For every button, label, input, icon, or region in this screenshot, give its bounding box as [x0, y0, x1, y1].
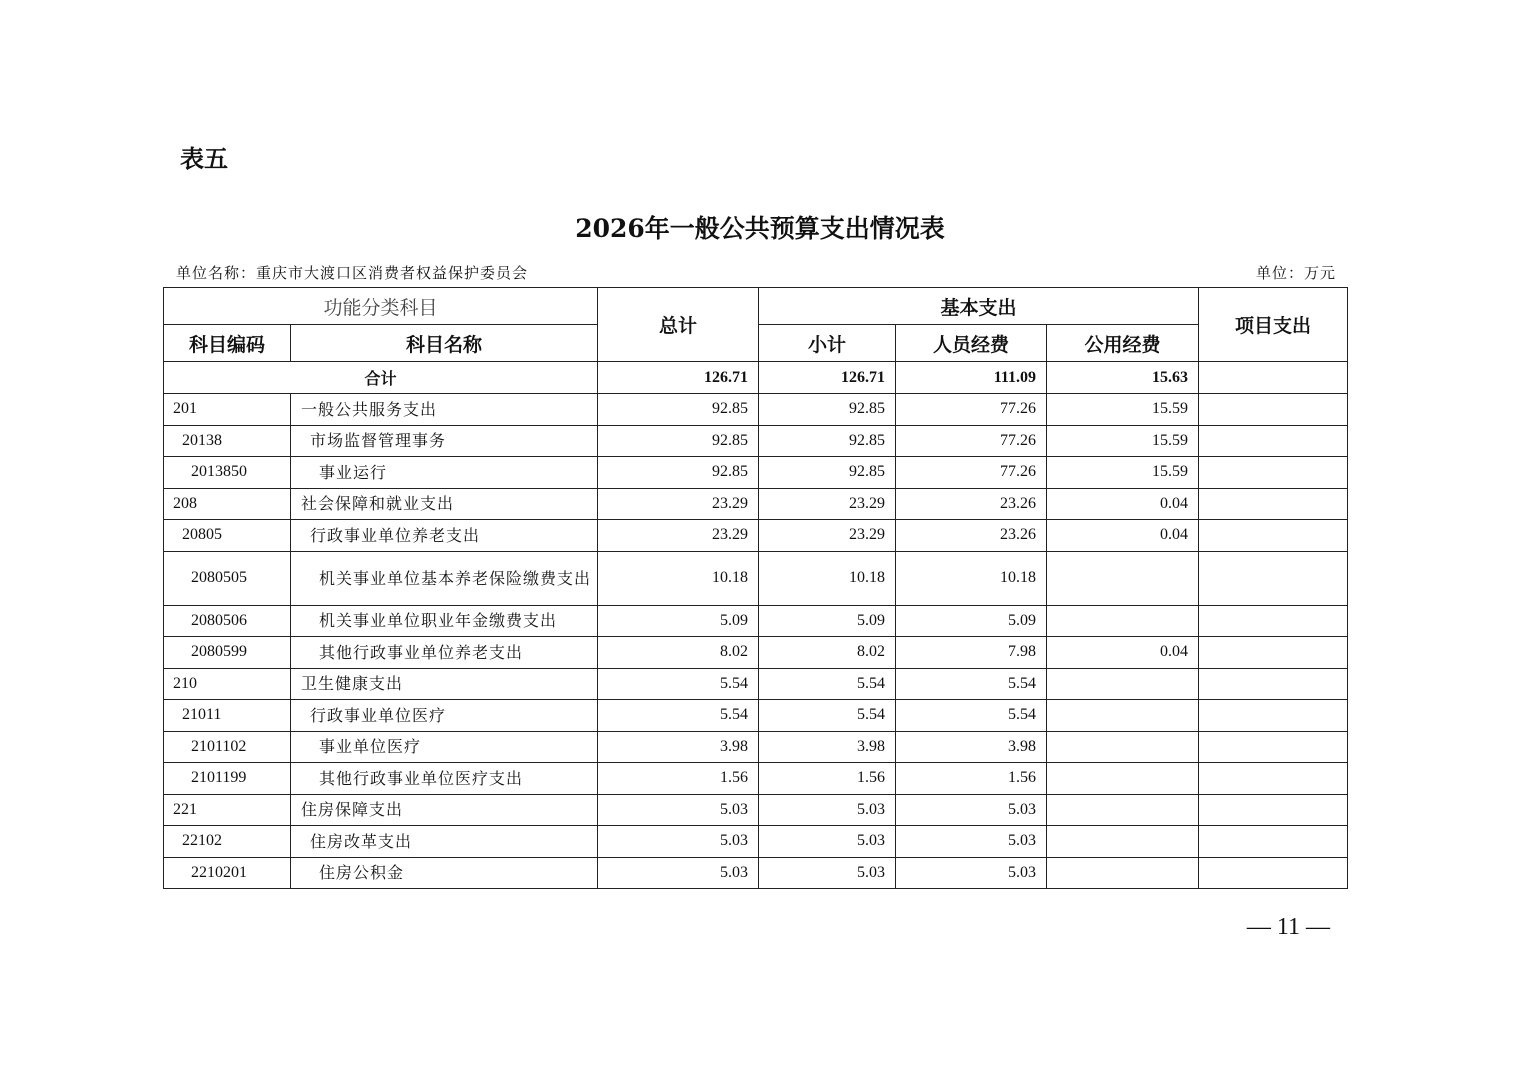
row-public: 0.04: [1047, 637, 1199, 669]
budget-table: [163, 287, 1348, 889]
row-public: 0.04: [1047, 488, 1199, 520]
total-row: [164, 362, 1348, 394]
row-project: [1199, 488, 1348, 520]
page-number: — 11 —: [1246, 914, 1330, 940]
table-tag: 表五: [180, 145, 228, 173]
row-public: [1047, 605, 1199, 637]
table-row: [164, 551, 1348, 605]
row-code: 2210201: [164, 857, 291, 889]
row-subtotal: 23.29: [759, 488, 896, 520]
row-total: 8.02: [598, 637, 759, 669]
row-total: 5.03: [598, 857, 759, 889]
row-code: 2080599: [164, 637, 291, 669]
row-project: [1199, 637, 1348, 669]
table-row: [164, 857, 1348, 889]
row-subtotal: 5.09: [759, 605, 896, 637]
row-project: [1199, 520, 1348, 552]
table-row: [164, 826, 1348, 858]
row-total: 5.09: [598, 605, 759, 637]
row-total: 92.85: [598, 457, 759, 489]
row-name: 行政事业单位医疗: [291, 700, 598, 732]
row-project: [1199, 794, 1348, 826]
row-project: [1199, 763, 1348, 795]
header-public: 公用经费: [1047, 325, 1199, 362]
row-subtotal: 5.54: [759, 700, 896, 732]
table-row: [164, 763, 1348, 795]
total-total: 126.71: [598, 362, 759, 394]
table-row: [164, 425, 1348, 457]
header-code: 科目编码: [164, 325, 291, 362]
row-total: 3.98: [598, 731, 759, 763]
row-subtotal: 5.54: [759, 668, 896, 700]
table-row: [164, 520, 1348, 552]
row-subtotal: 5.03: [759, 826, 896, 858]
row-total: 92.85: [598, 425, 759, 457]
row-total: 92.85: [598, 394, 759, 426]
header-name: 科目名称: [291, 325, 598, 362]
row-name: 社会保障和就业支出: [291, 488, 598, 520]
table-row: [164, 605, 1348, 637]
row-name: 其他行政事业单位养老支出: [291, 637, 598, 669]
row-name: 一般公共服务支出: [291, 394, 598, 426]
row-total: 5.54: [598, 668, 759, 700]
row-personnel: 5.09: [896, 605, 1047, 637]
row-personnel: 77.26: [896, 457, 1047, 489]
row-project: [1199, 457, 1348, 489]
row-project: [1199, 731, 1348, 763]
table-row: [164, 700, 1348, 732]
header-subtotal: 小计: [759, 325, 896, 362]
row-public: [1047, 731, 1199, 763]
row-name: 卫生健康支出: [291, 668, 598, 700]
row-code: 22102: [164, 826, 291, 858]
row-total: 5.03: [598, 826, 759, 858]
table-row: [164, 394, 1348, 426]
table-row: [164, 731, 1348, 763]
total-personnel: 111.09: [896, 362, 1047, 394]
row-code: 2080505: [164, 551, 291, 605]
total-label: 合计: [164, 362, 598, 394]
row-personnel: 5.54: [896, 700, 1047, 732]
row-personnel: 5.03: [896, 794, 1047, 826]
row-code: 21011: [164, 700, 291, 732]
row-name: 事业运行: [291, 457, 598, 489]
row-project: [1199, 394, 1348, 426]
row-subtotal: 92.85: [759, 394, 896, 426]
row-public: [1047, 551, 1199, 605]
row-subtotal: 5.03: [759, 857, 896, 889]
row-personnel: 5.54: [896, 668, 1047, 700]
row-code: 221: [164, 794, 291, 826]
row-name: 住房公积金: [291, 857, 598, 889]
row-subtotal: 23.29: [759, 520, 896, 552]
row-project: [1199, 551, 1348, 605]
row-personnel: 23.26: [896, 488, 1047, 520]
unit-label: 单位：万元: [1255, 264, 1336, 282]
header-functional: 功能分类科目: [164, 288, 598, 325]
row-name: 机关事业单位基本养老保险缴费支出: [291, 551, 598, 605]
row-public: [1047, 794, 1199, 826]
row-subtotal: 3.98: [759, 731, 896, 763]
row-subtotal: 10.18: [759, 551, 896, 605]
row-total: 5.54: [598, 700, 759, 732]
table-row: [164, 488, 1348, 520]
row-code: 2101199: [164, 763, 291, 795]
header-personnel: 人员经费: [896, 325, 1047, 362]
table-row: [164, 457, 1348, 489]
row-code: 2080506: [164, 605, 291, 637]
row-name: 市场监督管理事务: [291, 425, 598, 457]
row-public: 0.04: [1047, 520, 1199, 552]
row-project: [1199, 826, 1348, 858]
row-public: 15.59: [1047, 457, 1199, 489]
row-subtotal: 8.02: [759, 637, 896, 669]
row-public: [1047, 668, 1199, 700]
row-total: 1.56: [598, 763, 759, 795]
row-total: 10.18: [598, 551, 759, 605]
row-project: [1199, 700, 1348, 732]
row-subtotal: 5.03: [759, 794, 896, 826]
page-title: 2026年一般公共预算支出情况表: [575, 214, 945, 243]
row-total: 23.29: [598, 488, 759, 520]
row-public: [1047, 763, 1199, 795]
row-project: [1199, 605, 1348, 637]
header-basic: 基本支出: [759, 288, 1199, 325]
row-public: [1047, 700, 1199, 732]
row-total: 23.29: [598, 520, 759, 552]
row-personnel: 7.98: [896, 637, 1047, 669]
row-total: 5.03: [598, 794, 759, 826]
row-project: [1199, 857, 1348, 889]
row-public: [1047, 826, 1199, 858]
row-project: [1199, 668, 1348, 700]
row-subtotal: 1.56: [759, 763, 896, 795]
row-name: 行政事业单位养老支出: [291, 520, 598, 552]
row-code: 208: [164, 488, 291, 520]
total-subtotal: 126.71: [759, 362, 896, 394]
header-total: 总计: [598, 288, 759, 362]
row-name: 其他行政事业单位医疗支出: [291, 763, 598, 795]
row-code: 20138: [164, 425, 291, 457]
row-personnel: 3.98: [896, 731, 1047, 763]
total-project: [1199, 362, 1348, 394]
row-public: [1047, 857, 1199, 889]
row-code: 210: [164, 668, 291, 700]
row-name: 住房保障支出: [291, 794, 598, 826]
table-row: [164, 637, 1348, 669]
table-row: [164, 794, 1348, 826]
row-subtotal: 92.85: [759, 457, 896, 489]
row-name: 机关事业单位职业年金缴费支出: [291, 605, 598, 637]
row-name: 住房改革支出: [291, 826, 598, 858]
row-code: 201: [164, 394, 291, 426]
row-public: 15.59: [1047, 425, 1199, 457]
row-code: 2101102: [164, 731, 291, 763]
row-public: 15.59: [1047, 394, 1199, 426]
row-personnel: 77.26: [896, 394, 1047, 426]
header-project: 项目支出: [1199, 288, 1348, 362]
row-project: [1199, 425, 1348, 457]
row-personnel: 23.26: [896, 520, 1047, 552]
row-personnel: 1.56: [896, 763, 1047, 795]
row-code: 2013850: [164, 457, 291, 489]
row-code: 20805: [164, 520, 291, 552]
row-personnel: 10.18: [896, 551, 1047, 605]
table-row: [164, 668, 1348, 700]
row-subtotal: 92.85: [759, 425, 896, 457]
row-personnel: 5.03: [896, 857, 1047, 889]
row-personnel: 5.03: [896, 826, 1047, 858]
total-public: 15.63: [1047, 362, 1199, 394]
row-personnel: 77.26: [896, 425, 1047, 457]
unit-name: 单位名称：重庆市大渡口区消费者权益保护委员会: [176, 264, 529, 282]
row-name: 事业单位医疗: [291, 731, 598, 763]
